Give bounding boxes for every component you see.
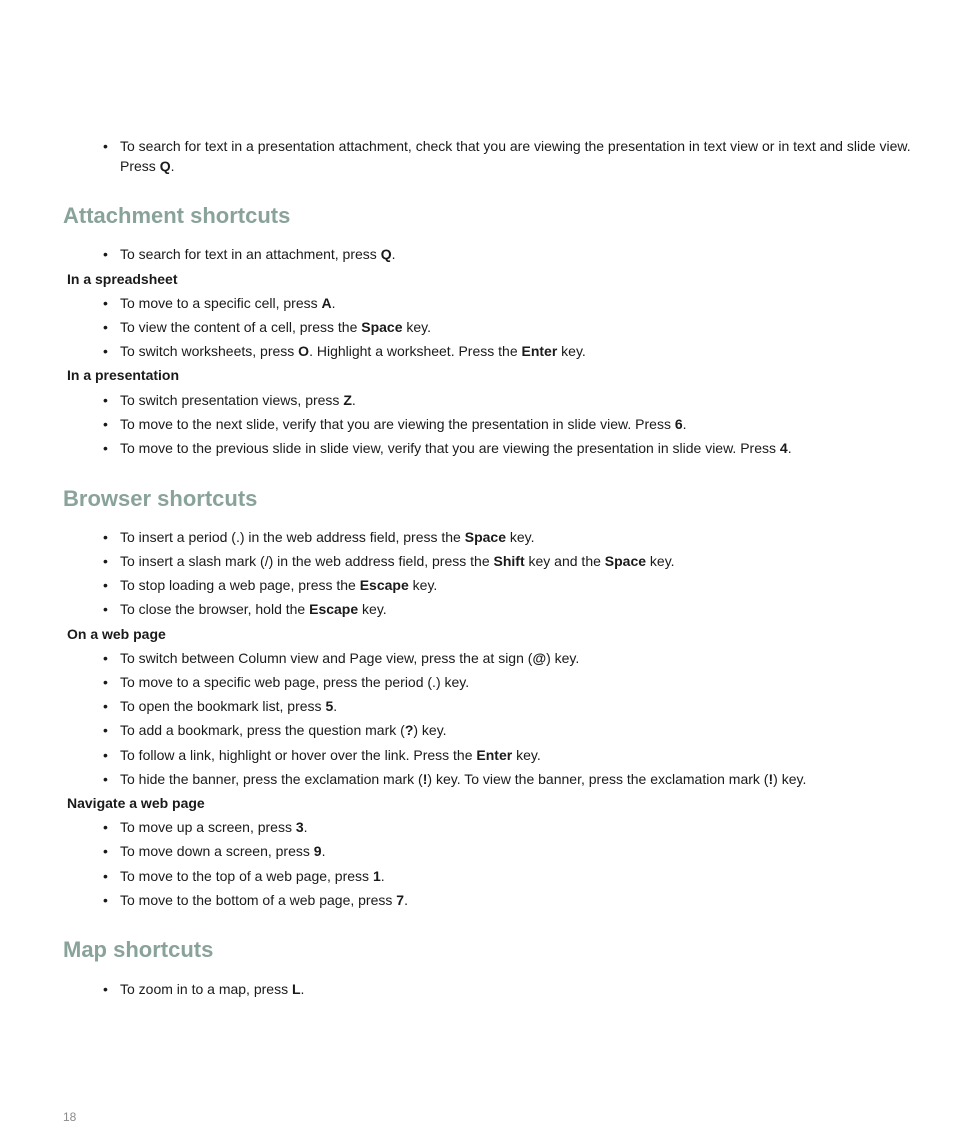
bullet-dot: •: [103, 601, 108, 617]
list-item: To move to the next slide, verify that you are viewing the presentation in slide view. Press 6.: [120, 416, 687, 432]
heading-browser-shortcuts: Browser shortcuts: [63, 486, 258, 511]
bullet-dot: •: [103, 981, 108, 997]
bullet-dot: •: [103, 319, 108, 335]
list-item: To zoom in to a map, press L.: [120, 981, 305, 997]
bullet-dot: •: [103, 747, 108, 763]
list-item: To insert a period (.) in the web address field, press the Space key.: [120, 529, 535, 545]
intro-line-2: Press Q.: [120, 158, 175, 174]
bullet-dot: •: [103, 698, 108, 714]
list-item: To open the bookmark list, press 5.: [120, 698, 338, 714]
bullet-dot: •: [103, 650, 108, 666]
intro-line-1: To search for text in a presentation attachment, check that you are viewing the presentation in text view or in text and slide view.: [120, 138, 911, 154]
heading-map-shortcuts: Map shortcuts: [63, 937, 214, 962]
list-item: To move to the previous slide in slide view, verify that you are viewing the presentation in slide view. Press 4.: [120, 440, 792, 456]
bullet-dot: •: [103, 392, 108, 408]
list-item: To switch between Column view and Page view, press the at sign (@) key.: [120, 650, 580, 666]
bullet-dot: •: [103, 722, 108, 738]
list-item: To move up a screen, press 3.: [120, 819, 308, 835]
bullet-dot: •: [103, 674, 108, 690]
subheading-navigate: Navigate a web page: [67, 795, 205, 811]
subheading-presentation: In a presentation: [67, 367, 180, 383]
list-item: To move to a specific cell, press A.: [120, 295, 336, 311]
list-item: To view the content of a cell, press the Space key.: [120, 319, 432, 335]
heading-attachment-shortcuts: Attachment shortcuts: [63, 203, 291, 228]
list-item: To move down a screen, press 9.: [120, 843, 326, 859]
list-item: To switch worksheets, press O. Highlight a worksheet. Press the Enter key.: [120, 343, 586, 359]
subheading-spreadsheet: In a spreadsheet: [67, 271, 178, 287]
bullet-dot: •: [103, 553, 108, 569]
list-item: To move to the bottom of a web page, press 7.: [120, 892, 408, 908]
list-item: To move to a specific web page, press the period (.) key.: [120, 674, 470, 690]
bullet-dot: •: [103, 892, 108, 908]
bullet-dot: •: [103, 246, 108, 262]
bullet-dot: •: [103, 529, 108, 545]
bullet-dot: •: [103, 577, 108, 593]
bullet-dot: •: [103, 771, 108, 787]
list-item: To add a bookmark, press the question mark (?) key.: [120, 722, 447, 738]
bullet-dot: •: [103, 868, 108, 884]
bullet-dot: •: [103, 295, 108, 311]
list-item: To hide the banner, press the exclamation mark (!) key. To view the banner, press the exclamation mark (!) key.: [120, 771, 807, 787]
bullet-dot: •: [103, 843, 108, 859]
list-item: To switch presentation views, press Z.: [120, 392, 356, 408]
bullet-dot: •: [103, 138, 108, 154]
bullet-dot: •: [103, 343, 108, 359]
bullet-dot: •: [103, 819, 108, 835]
bullet-dot: •: [103, 440, 108, 456]
list-item: To follow a link, highlight or hover over the link. Press the Enter key.: [120, 747, 541, 763]
page-number: 18: [63, 1110, 77, 1124]
bullet-dot: •: [103, 416, 108, 432]
list-item: To insert a slash mark (/) in the web address field, press the Shift key and the Space key.: [120, 553, 675, 569]
list-item: To stop loading a web page, press the Escape key.: [120, 577, 438, 593]
list-item: To move to the top of a web page, press 1.: [120, 868, 385, 884]
subheading-web-page: On a web page: [67, 626, 166, 642]
list-item: To close the browser, hold the Escape key.: [120, 601, 387, 617]
list-item: To search for text in an attachment, press Q.: [120, 246, 396, 262]
